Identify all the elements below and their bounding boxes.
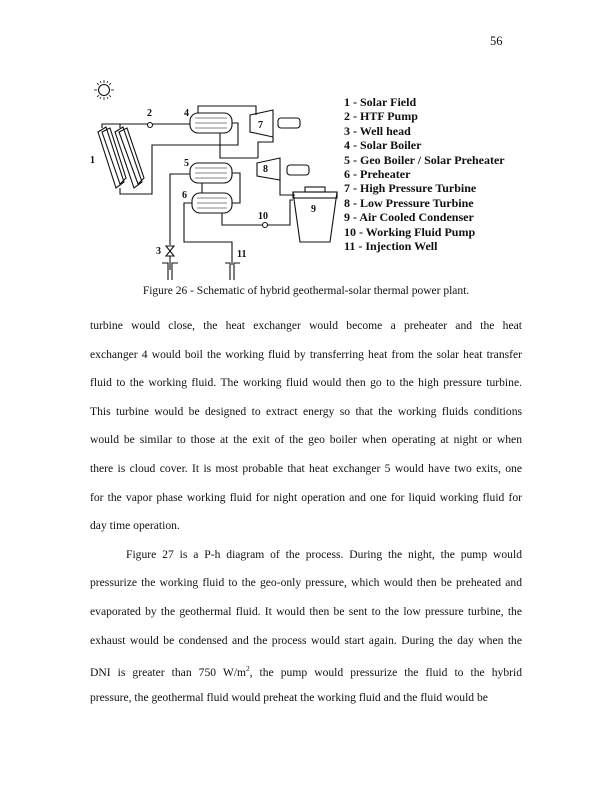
label-11: 11 [237, 249, 247, 260]
legend-item: 8 - Low Pressure Turbine [344, 195, 474, 210]
label-4: 4 [184, 108, 189, 119]
figure-caption: Figure 26 - Schematic of hybrid geothermal-solar thermal power plant. [142, 285, 470, 297]
text-line: fluid to the working fluid. The working fluid would then go to the high pressure turbine. [90, 376, 522, 390]
legend-item: 3 - Well head [344, 123, 411, 138]
label-6: 6 [182, 190, 187, 201]
text-span: , the pump would pressurize the fluid to the hybrid [249, 665, 522, 679]
legend-item: 7 - High Pressure Turbine [344, 181, 477, 196]
htf-pump-icon [148, 123, 153, 128]
legend-item: 2 - HTF Pump [344, 109, 418, 124]
label-10: 10 [258, 211, 268, 222]
body-text [90, 312, 522, 712]
label-2: 2 [147, 108, 152, 119]
label-9: 9 [311, 204, 316, 215]
label-7: 7 [258, 120, 263, 131]
superscript: 2 [246, 665, 250, 674]
label-5: 5 [184, 158, 189, 169]
text-line: for the vapor phase working fluid for night operation and one for liquid working fluid for [90, 490, 522, 504]
well-head-valve-icon [166, 246, 174, 256]
legend-item: 1 - Solar Field [344, 95, 417, 109]
text-line: would be similar to those at the exit of the geo boiler when operating at night or when [90, 433, 522, 447]
generator-8 [287, 165, 309, 175]
label-1: 1 [90, 155, 95, 166]
text-line: exhaust would be condensed and the process would start again. During the day when the [90, 633, 522, 647]
text-line: pressurize the working fluid to the geo-only pressure, which would then be preheated and [90, 576, 522, 590]
low-pressure-turbine [257, 158, 280, 180]
text-line: evaporated by the geothermal fluid. It would then be sent to the low pressure turbine, the [90, 604, 522, 618]
sun-icon [94, 80, 114, 100]
text-line: turbine would close, the heat exchanger would become a preheater and the heat [90, 319, 522, 332]
legend-item: 11 - Injection Well [344, 239, 438, 254]
label-8: 8 [263, 164, 268, 175]
text-line: exchanger 4 would boil the working fluid by transferring heat from the solar heat transfer [90, 347, 522, 361]
text-line: Figure 27 is a P-h diagram of the process. During the night, the pump would [126, 547, 522, 561]
text-line: This turbine would be designed to extract energy so that the working fluids conditions [90, 404, 522, 418]
label-3: 3 [156, 246, 161, 257]
text-line: there is cloud cover. It is most probable that heat exchanger 5 would have two exits, one [90, 461, 522, 475]
text-span: DNI is greater than 750 W/m [90, 665, 247, 679]
text-line: pressure, the geothermal fluid would preheat the working fluid and the fluid would be [90, 690, 488, 704]
legend-item: 6 - Preheater [344, 167, 411, 182]
plant-schematic [80, 70, 340, 280]
legend-item: 9 - Air Cooled Condenser [344, 210, 474, 225]
working-fluid-pump-icon [263, 223, 268, 228]
legend-item: 10 - Working Fluid Pump [344, 224, 476, 239]
page-number: 56 [490, 34, 503, 48]
generator-7 [278, 118, 300, 128]
air-cooled-condenser [293, 192, 337, 242]
injection-well-icon [225, 263, 240, 280]
text-line: day time operation. [90, 519, 180, 533]
figure-legend [344, 95, 505, 253]
text-line [90, 655, 522, 684]
legend-item: 5 - Geo Boiler / Solar Preheater [344, 152, 505, 167]
legend-item: 4 - Solar Boiler [344, 138, 422, 153]
solar-field-collectors [98, 127, 144, 188]
